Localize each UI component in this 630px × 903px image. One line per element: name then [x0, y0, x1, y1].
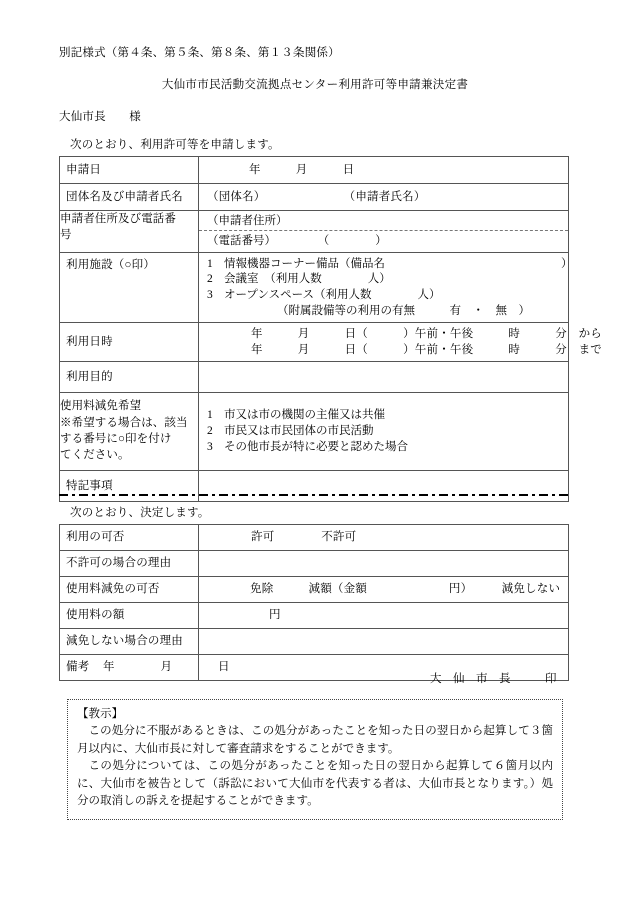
application-date-blank[interactable]: 年 月 日 [249, 163, 355, 176]
instruction-paragraph-1: この処分に不服があるときは、この処分があったことを知った日の翌日から起算して３箇月以内に、大仙市長に対して審査請求をすることができます。 [77, 725, 553, 755]
facility-option-3[interactable] [207, 288, 568, 304]
row-value-fee-amount[interactable] [199, 603, 569, 629]
address-label-line-1: 申請者住所及び電話番 [60, 213, 176, 225]
row-value-fee-reduction-result[interactable] [199, 577, 569, 603]
facility-equipment-note[interactable]: （附属設備等の利用の有無 有 ・ 無 ） [277, 304, 530, 317]
table-row [60, 525, 569, 551]
fee-reduction-option-list [207, 408, 568, 455]
facility-option-1-close-paren: ） [561, 257, 573, 270]
facility-option-2-label: 会議室 （利用人数 人） [224, 273, 391, 286]
fee-reduction-label-line-4: てください。 [60, 449, 130, 462]
table-row [60, 603, 569, 629]
fee-reduction-option-2-number: 2 [207, 424, 213, 437]
table-row [60, 322, 569, 362]
row-label-application-date: 申請日 [60, 157, 199, 184]
row-label-permission-result: 利用の可否 [60, 525, 199, 551]
row-label-remarks: 備考 [60, 655, 199, 681]
facility-option-1-label: 情報機器コーナー備品（備品名 [224, 257, 385, 270]
row-label-address-and-phone [60, 211, 199, 253]
facility-option-1-number: 1 [207, 257, 213, 270]
row-value-special-notes[interactable] [199, 471, 569, 502]
fee-reduction-option-3-label: その他市長が特に必要と認めた場合 [224, 440, 408, 453]
fee-reduction-label-line-2: ※希望する場合は、該当 [60, 416, 188, 429]
instruction-paragraph-2: この処分については、この処分があったことを知った日の翌日から起算して６箇月以内に、大仙市を被告として（訴訟において大仙市を代表する者は、大仙市長となります。）処分の取消しの訴えを提起することができます。 [77, 760, 553, 808]
applicant-address-blank[interactable]: （申請者住所） [199, 211, 568, 231]
table-row [60, 211, 569, 253]
row-label-group-and-applicant-name: 団体名及び申請者氏名 [60, 184, 199, 211]
fee-amount-unit: 円 [269, 609, 281, 622]
fee-reduction-option-1-label: 市又は市の機関の主催又は共催 [224, 409, 385, 422]
row-label-usage-purpose: 利用目的 [60, 362, 199, 393]
permission-result-options: 許可 不許可 [251, 531, 357, 544]
fee-reduction-option-3[interactable] [207, 440, 568, 456]
row-value-facility [199, 252, 573, 322]
mayor-signature-line: 大 仙 市 長 印 [430, 673, 557, 685]
applicant-name-blank[interactable]: （申請者氏名） [343, 190, 426, 203]
row-value-group-and-applicant-name [199, 184, 569, 211]
table-row [60, 629, 569, 655]
phone-label-text: （電話番号） [207, 235, 276, 248]
address-label-line-2: 号 [60, 229, 72, 242]
instruction-box [67, 699, 563, 820]
document-title: 大仙市市民活動交流拠点センター利用許可等申請兼決定書 [161, 79, 469, 91]
addressee: 大仙市長 様 [59, 111, 141, 123]
facility-option-2[interactable] [207, 272, 568, 288]
row-label-usage-datetime: 利用日時 [60, 322, 199, 362]
row-value-usage-datetime [199, 322, 602, 362]
group-name-blank[interactable]: （団体名） [207, 190, 266, 203]
table-row [60, 393, 569, 471]
facility-option-list [207, 257, 573, 304]
usage-datetime-from[interactable]: 年 月 日（ ）午前・午後 時 分 から [251, 327, 602, 340]
row-label-fee-reduction-request [60, 393, 199, 471]
fee-reduction-option-2-label: 市民又は市民団体の市民活動 [224, 424, 374, 437]
fee-reduction-option-2[interactable] [207, 424, 568, 440]
row-label-denial-reason: 不許可の場合の理由 [60, 551, 199, 577]
applicant-phone-blank[interactable] [199, 231, 568, 251]
row-value-denial-reason[interactable] [199, 551, 569, 577]
usage-datetime-to[interactable]: 年 月 日（ ）午前・午後 時 分 まで [251, 343, 602, 356]
row-value-fee-reduction-request [199, 393, 569, 471]
lead-text-decision: 次のとおり、決定します。 [70, 507, 210, 519]
table-row [60, 551, 569, 577]
fee-reduction-label-line-1: 使用料減免希望 [60, 400, 142, 413]
row-value-address-and-phone [199, 211, 569, 253]
application-table [59, 156, 602, 502]
table-row [60, 184, 569, 211]
table-row [60, 252, 569, 322]
phone-paren-blank: （ ） [317, 235, 387, 248]
row-label-no-reduction-reason: 減免しない場合の理由 [60, 629, 199, 655]
fee-reduction-option-3-number: 3 [207, 440, 213, 453]
fee-reduction-option-1[interactable] [207, 408, 568, 424]
lead-text-application: 次のとおり、利用許可等を申請します。 [70, 139, 280, 151]
row-label-special-notes: 特記事項 [60, 471, 199, 502]
row-label-fee-reduction-result: 使用料減免の可否 [60, 577, 199, 603]
fee-reduction-result-options: 免除 減額（金額 円） 減免しない [250, 583, 561, 596]
row-value-usage-purpose[interactable] [199, 362, 569, 393]
facility-option-2-number: 2 [207, 273, 213, 286]
row-label-facility: 利用施設（○印） [60, 252, 199, 322]
form-number: 別記様式（第４条、第５条、第８条、第１３条関係） [59, 47, 340, 59]
table-row [60, 157, 569, 184]
row-value-application-date [199, 157, 569, 184]
decision-date-blank[interactable]: 年 月 日 [103, 661, 230, 673]
facility-option-3-label: オープンスペース（利用人数 人） [224, 289, 441, 302]
row-label-fee-amount: 使用料の額 [60, 603, 199, 629]
fee-reduction-option-1-number: 1 [207, 409, 213, 422]
facility-option-3-number: 3 [207, 289, 213, 302]
table-row [60, 362, 569, 393]
table-row [60, 577, 569, 603]
row-value-permission-result[interactable] [199, 525, 569, 551]
section-separator-dashdot [59, 494, 568, 496]
instruction-heading: 【教示】 [77, 708, 124, 720]
fee-reduction-label-line-3: する番号に○印を付け [60, 432, 172, 445]
table-row [60, 471, 569, 502]
row-value-no-reduction-reason[interactable] [199, 629, 569, 655]
facility-option-1[interactable] [207, 257, 573, 273]
